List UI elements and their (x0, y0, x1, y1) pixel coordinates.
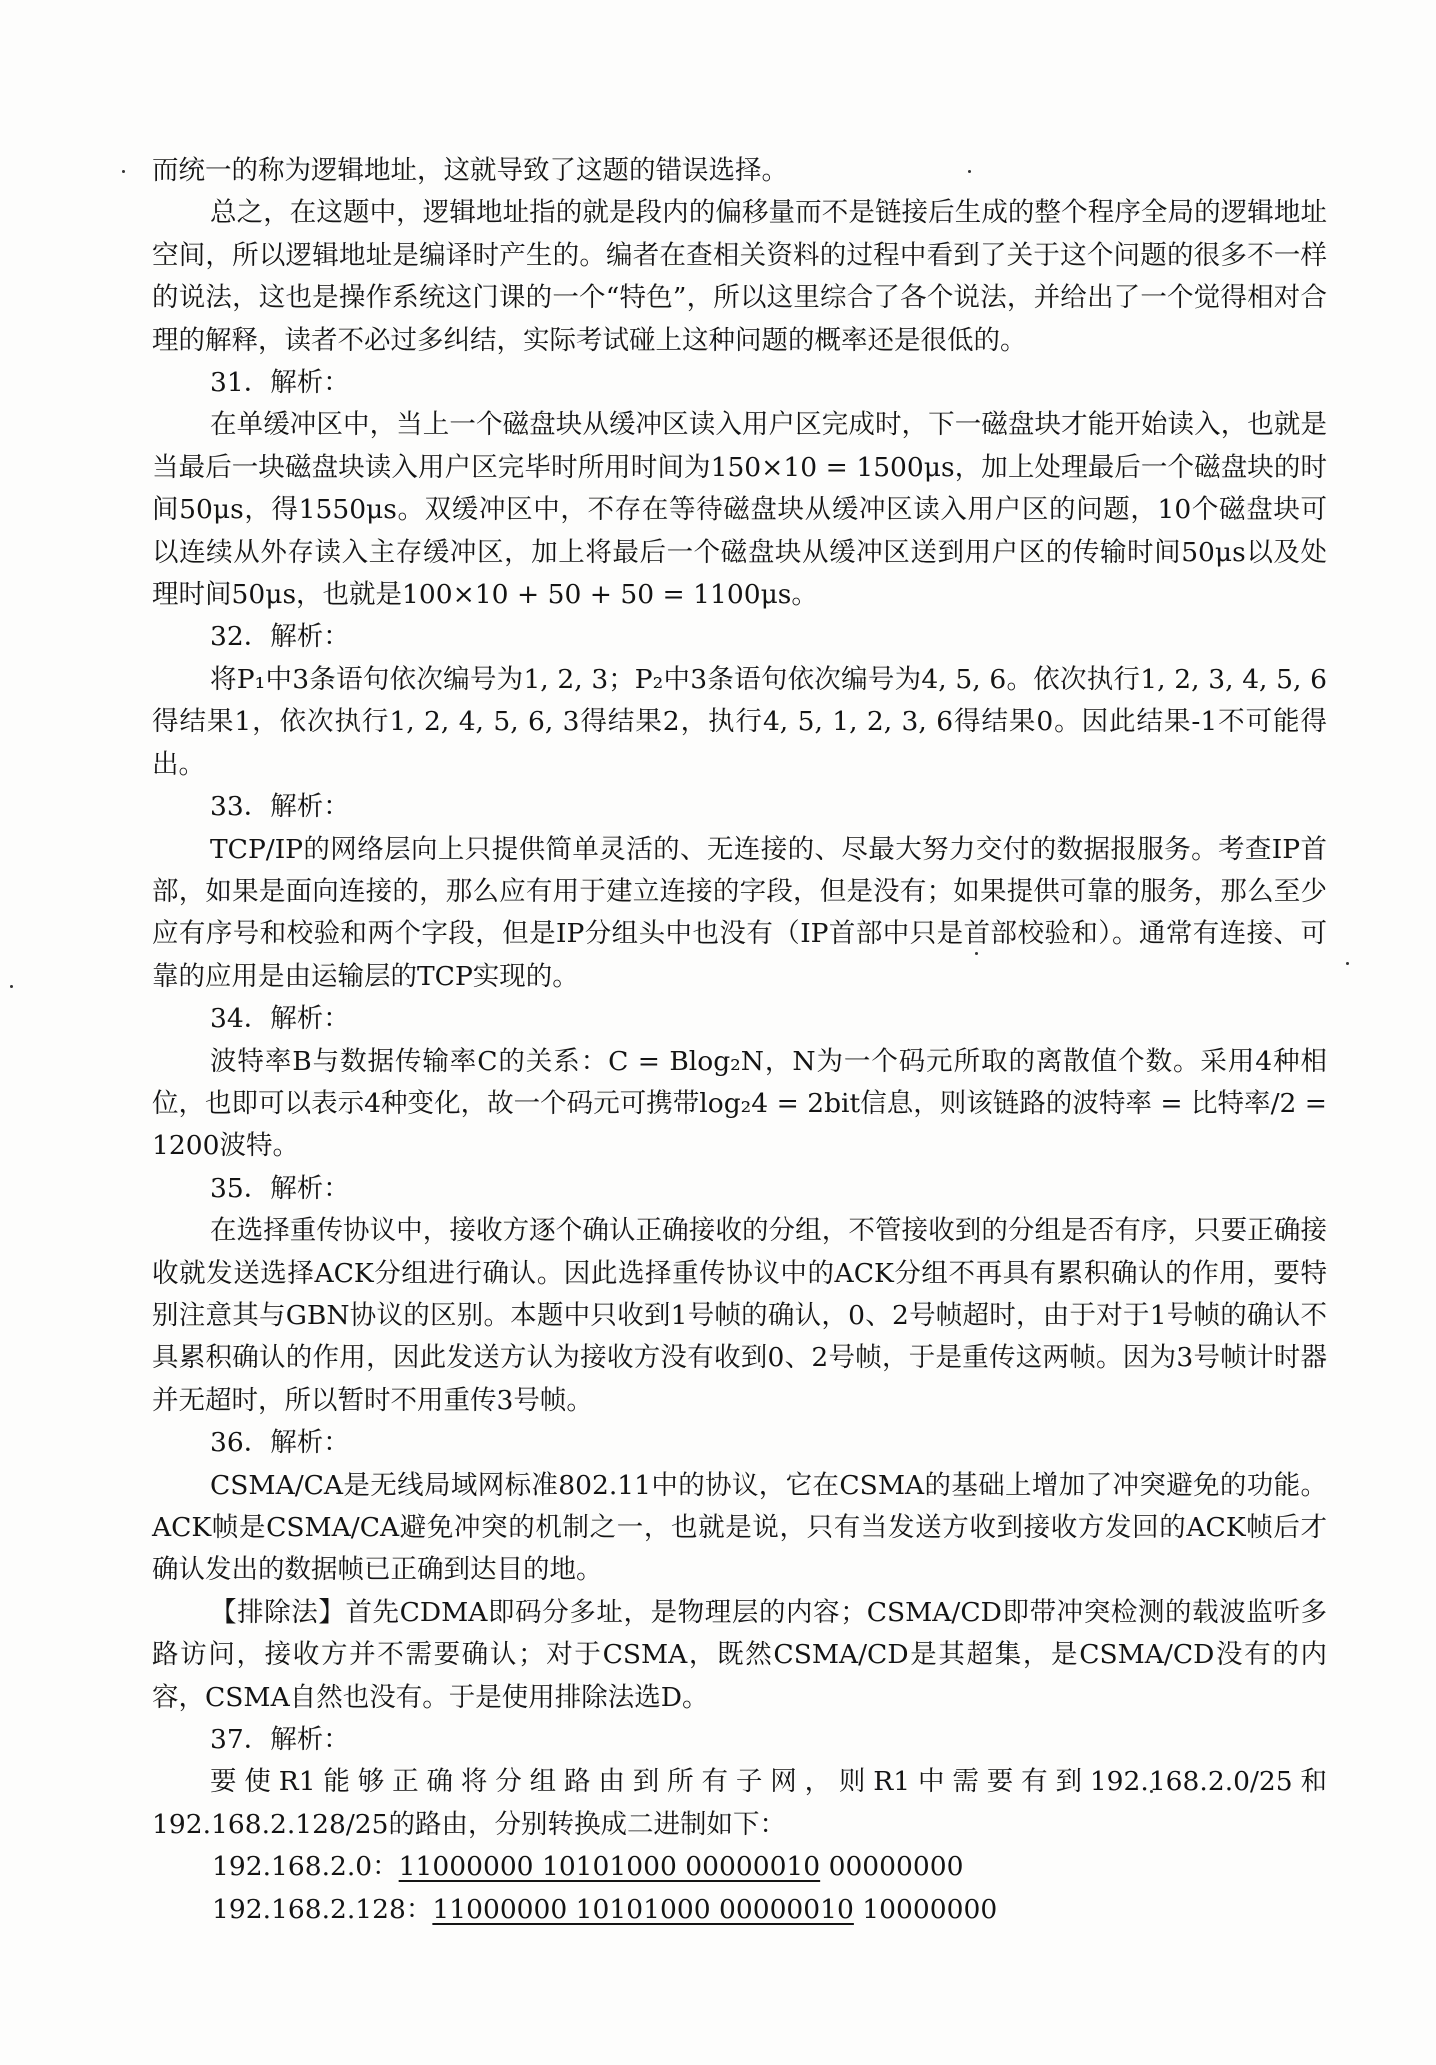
paragraph: 【排除法】首先CDMA即码分多址，是物理层的内容；CSMA/CD即带冲突检测的载波监听多路访问，接收方并不需要确认；对于CSMA，既然CSMA/CD是其超集，是CSMA/CD没有的内容，CSMA自然也没有。于是使用排除法选D。 (152, 1596, 1327, 1713)
section-heading: 32．解析： (210, 621, 350, 653)
host-bits: 00000000 (820, 1851, 964, 1883)
section-heading: 37．解析： (210, 1724, 350, 1756)
paragraph: TCP/IP的网络层向上只提供简单灵活的、无连接的、尽最大努力交付的数据报服务。考查IP首部，如果是面向连接的，那么应有用于建立连接的字段，但是没有；如果提供可靠的服务，那么至少应有序号和校验和两个字段，但是IP分组头中也没有（IP首部中只是首部校验和）。通常有连接、可靠的应用是由运输层的TCP实现的。 (152, 833, 1327, 992)
paragraph: 而统一的称为逻辑地址，这就导致了这题的错误选择。 (152, 155, 788, 186)
paragraph: 总之，在这题中，逻辑地址指的就是段内的偏移量而不是链接后生成的整个程序全局的逻辑地址空间，所以逻辑地址是编译时产生的。编者在查相关资料的过程中看到了关于这个问题的很多不一样的说法，这也是操作系统这门课的一个“特色”，所以这里综合了各个说法，并给出了一个觉得相对合理的解释，读者不必过多纠结，实际考试碰上这种问题的概率还是很低的。 (152, 197, 1327, 356)
host-bits: 10000000 (853, 1893, 998, 1925)
section-heading: 31．解析： (210, 367, 350, 399)
scan-speck (10, 985, 13, 988)
section-heading: 35．解析： (210, 1172, 350, 1204)
paragraph: CSMA/CA是无线局域网标准802.11中的协议，它在CSMA的基础上增加了冲突避免的功能。ACK帧是CSMA/CA避免冲突的机制之一，也就是说，只有当发送方收到接收方发回的ACK帧后才确认发出的数据帧已正确到达目的地。 (152, 1469, 1327, 1586)
binary-line (152, 1889, 1327, 1931)
binary-line (152, 1846, 1327, 1888)
paragraph: 将P₁中3条语句依次编号为1, 2, 3；P₂中3条语句依次编号为4, 5, 6。依次执行1, 2, 3, 4, 5, 6得结果1，依次执行1, 2, 4, 5, 6, 3得结果2，执行4, 5, 1, 2, 3, 6得结果0。因此结果-1不可能得出。 (152, 663, 1327, 780)
section-heading: 33．解析： (210, 791, 350, 823)
section-heading: 36．解析： (210, 1427, 350, 1459)
scan-speck (1346, 962, 1349, 965)
scan-speck (122, 170, 125, 173)
network-prefix-bits: 11000000 10101000 00000010 (432, 1893, 854, 1925)
ip-label: 192.168.2.0： (212, 1851, 399, 1883)
paragraph: 波特率B与数据传输率C的关系：C = Blog₂N，N为一个码元所取的离散值个数。采用4种相位，也即可以表示4种变化，故一个码元可携带log₂4 = 2bit信息，则该链路的波特率 = 比特率/2 = 1200波特。 (152, 1045, 1327, 1162)
document-body (152, 150, 1327, 1931)
network-prefix-bits: 11000000 10101000 00000010 (398, 1851, 821, 1883)
paragraph: 在单缓冲区中，当上一个磁盘块从缓冲区读入用户区完成时，下一磁盘块才能开始读入，也就是当最后一块磁盘块读入用户区完毕时所用时间为150×10 = 1500μs，加上处理最后一个磁盘块的时间50μs，得1550μs。双缓冲区中，不存在等待磁盘块从缓冲区读入用户区的问题，10个磁盘块可以连续从外存读入主存缓冲区，加上将最后一个磁盘块从缓冲区送到用户区的传输时间50μs以及处理时间50μs，也就是100×10 + 50 + 50 = 1100μs。 (152, 409, 1327, 611)
section-heading: 34．解析： (210, 1003, 350, 1035)
paragraph: 要使R1能够正确将分组路由到所有子网，则R1中需要有到192.168.2.0/25和192.168.2.128/25的路由，分别转换成二进制如下： (152, 1766, 1327, 1840)
paragraph: 在选择重传协议中，接收方逐个确认正确接收的分组，不管接收到的分组是否有序，只要正确接收就发送选择ACK分组进行确认。因此选择重传协议中的ACK分组不再具有累积确认的作用，要特别注意其与GBN协议的区别。本题中只收到1号帧的确认，0、2号帧超时，由于对于1号帧的确认不具累积确认的作用，因此发送方认为接收方没有收到0、2号帧，于是重传这两帧。因为3号帧计时器并无超时，所以暂时不用重传3号帧。 (152, 1215, 1327, 1416)
ip-label: 192.168.2.128： (212, 1893, 433, 1925)
